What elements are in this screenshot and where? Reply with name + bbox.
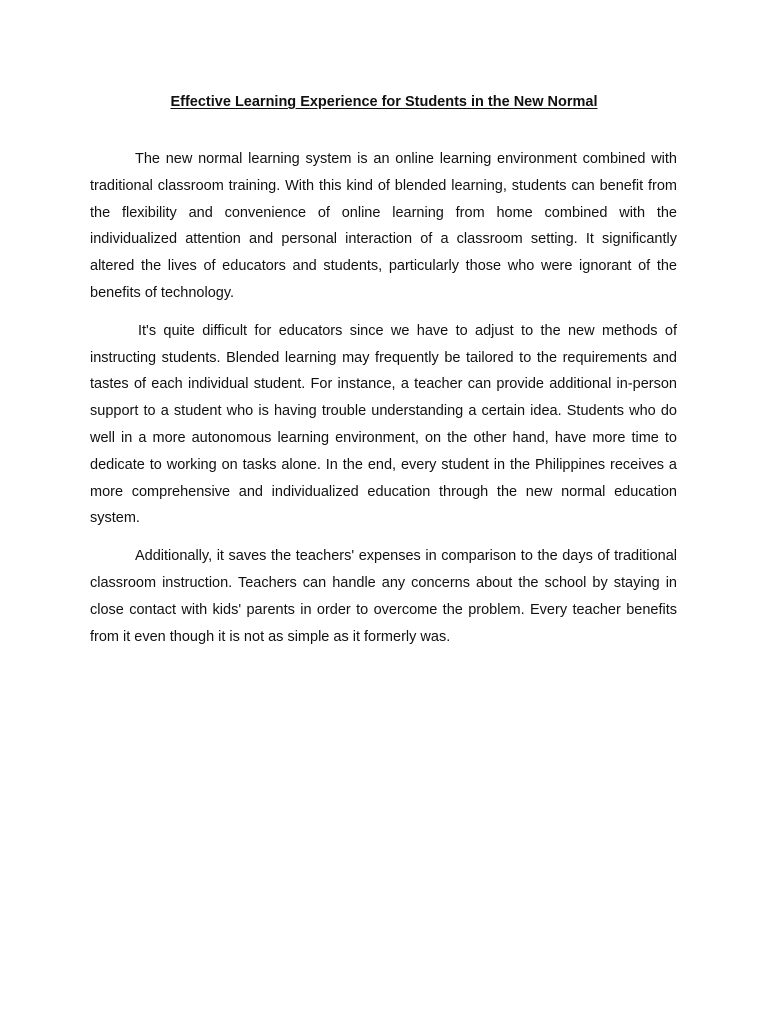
paragraph-2: It's quite difficult for educators since we have to adjust to the new methods of instructing students. Blended learning may frequently be tailored to the requirements and tastes of each individual student. For instance, a teacher can provide additional in-person support to a student who is having trouble understanding a certain idea. Students who do well in a more autonomous learning environment, on the other hand, have more time to dedicate to working on tasks alone. In the end, every student in the Philippines receives a more comprehensive and individualized education through the new normal education system.: [90, 322, 677, 527]
paragraph-1: The new normal learning system is an online learning environment combined with traditional classroom training. With this kind of blended learning, students can benefit from the flexibility and convenience of online learning from home combined with the individualized attention and personal interaction of a classroom setting. It significantly altered the lives of educators and students, particularly those who were ignorant of the benefits of technology.: [90, 151, 677, 301]
paragraph-3: Additionally, it saves the teachers' expenses in comparison to the days of traditional classroom instruction. Teachers can handle any concerns about the school by staying in close contact with kids' parents in order to overcome the problem. Every teacher benefits from it even though it is not as simple as it formerly was.: [90, 548, 677, 645]
document-title: Effective Learning Experience for Students in the New Normal: [170, 94, 598, 110]
document-body: [90, 146, 677, 661]
